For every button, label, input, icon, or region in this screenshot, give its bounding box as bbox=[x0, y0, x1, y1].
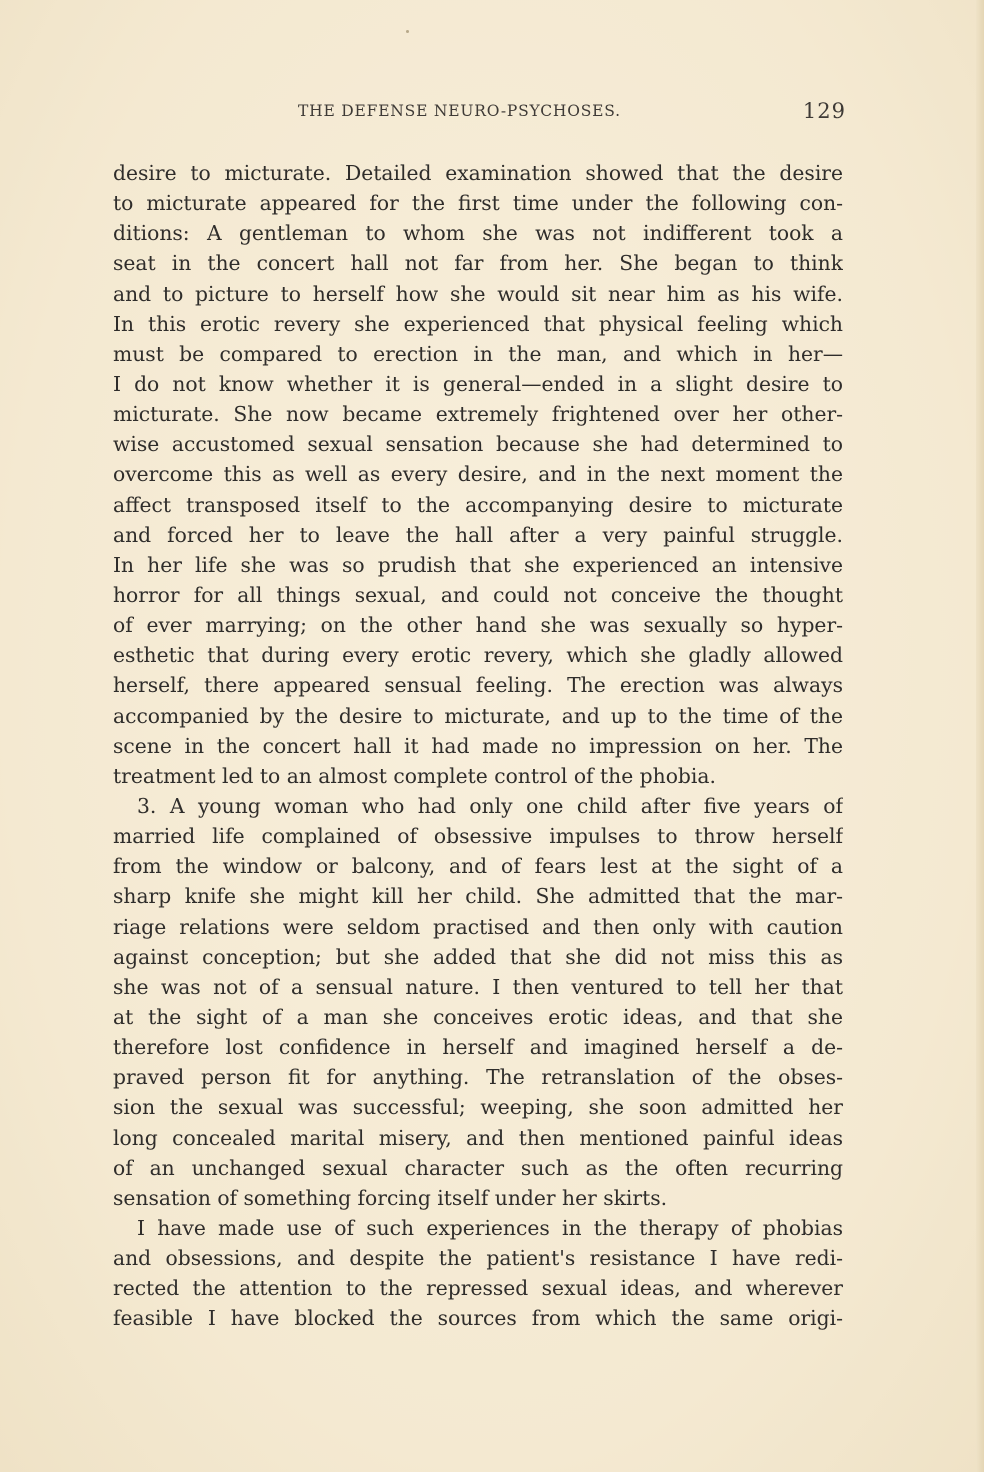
text-line: affect transposed itself to the accompanying desire to micturate bbox=[113, 492, 843, 517]
text-line: married life complained of obsessive impulses to throw herself bbox=[113, 824, 843, 849]
text-line: riage relations were seldom practised and then only with caution bbox=[113, 914, 843, 939]
text-line: of an unchanged sexual character such as the often recurring bbox=[113, 1155, 843, 1180]
text-line: seat in the concert hall not far from her. She began to think bbox=[113, 251, 843, 276]
text-line: she was not of a sensual nature. I then ventured to tell her that bbox=[113, 974, 843, 999]
running-title: THE DEFENSE NEURO-PSYCHOSES. bbox=[298, 102, 621, 120]
page-header bbox=[112, 99, 846, 132]
text-line: micturate. She now became extremely frightened over her other- bbox=[113, 402, 843, 427]
text-line: accompanied by the desire to micturate, and up to the time of the bbox=[113, 703, 843, 728]
text-line: must be compared to erection in the man, and which in her— bbox=[113, 341, 843, 366]
text-line: In her life she was so prudish that she experienced an intensive bbox=[113, 552, 843, 577]
body-text bbox=[113, 158, 843, 1333]
page-number: 129 bbox=[802, 99, 846, 123]
text-line: treatment led to an almost complete control of the phobia. bbox=[113, 763, 716, 788]
text-line: and to picture to herself how she would sit near him as his wife. bbox=[113, 281, 843, 306]
text-line: In this erotic revery she experienced that physical feeling which bbox=[113, 311, 843, 336]
text-line: esthetic that during every erotic revery, which she gladly allowed bbox=[113, 643, 843, 668]
text-line: rected the attention to the repressed sexual ideas, and wherever bbox=[113, 1276, 843, 1301]
text-line: long concealed marital misery, and then mentioned painful ideas bbox=[113, 1125, 843, 1150]
text-line: and forced her to leave the hall after a very painful struggle. bbox=[113, 522, 843, 547]
text-line: I have made use of such experiences in the therapy of phobias bbox=[137, 1215, 843, 1240]
text-line: desire to micturate. Detailed examination showed that the desire bbox=[113, 161, 843, 185]
text-line: from the window or balcony, and of fears lest at the sight of a bbox=[113, 854, 843, 879]
text-line: I do not know whether it is general—ended in a slight desire to bbox=[113, 371, 843, 396]
text-line: sensation of something forcing itself under her skirts. bbox=[113, 1185, 668, 1210]
text-line: sharp knife she might kill her child. She admitted that the mar- bbox=[113, 884, 843, 909]
text-line: against conception; but she added that she did not miss this as bbox=[113, 944, 843, 969]
text-line: wise accustomed sexual sensation because she had determined to bbox=[113, 432, 843, 457]
text-line: of ever marrying; on the other hand she was sexually so hyper- bbox=[113, 613, 843, 638]
text-line: ditions: A gentleman to whom she was not indifferent took a bbox=[113, 221, 843, 246]
text-line: and obsessions, and despite the patient's resistance I have redi- bbox=[113, 1246, 843, 1271]
text-line: therefore lost confidence in herself and imagined herself a de- bbox=[113, 1035, 843, 1060]
text-line: feasible I have blocked the sources from which the same origi- bbox=[113, 1306, 843, 1331]
text-line: praved person fit for anything. The retranslation of the obses- bbox=[113, 1065, 843, 1090]
text-line: 3. A young woman who had only one child after five years of bbox=[137, 793, 843, 818]
text-line: horror for all things sexual, and could not conceive the thought bbox=[113, 582, 843, 607]
text-line: sion the sexual was successful; weeping, she soon admitted her bbox=[113, 1095, 843, 1120]
text-line: to micturate appeared for the first time under the following con- bbox=[113, 191, 843, 216]
text-line: overcome this as well as every desire, and in the next moment the bbox=[113, 462, 843, 487]
text-line: scene in the concert hall it had made no impression on her. The bbox=[113, 733, 843, 758]
text-line: herself, there appeared sensual feeling. The erection was always bbox=[113, 673, 843, 698]
text-line: at the sight of a man she conceives erotic ideas, and that she bbox=[113, 1004, 843, 1029]
paper-speck bbox=[406, 30, 409, 33]
page-edge bbox=[976, 0, 984, 1472]
